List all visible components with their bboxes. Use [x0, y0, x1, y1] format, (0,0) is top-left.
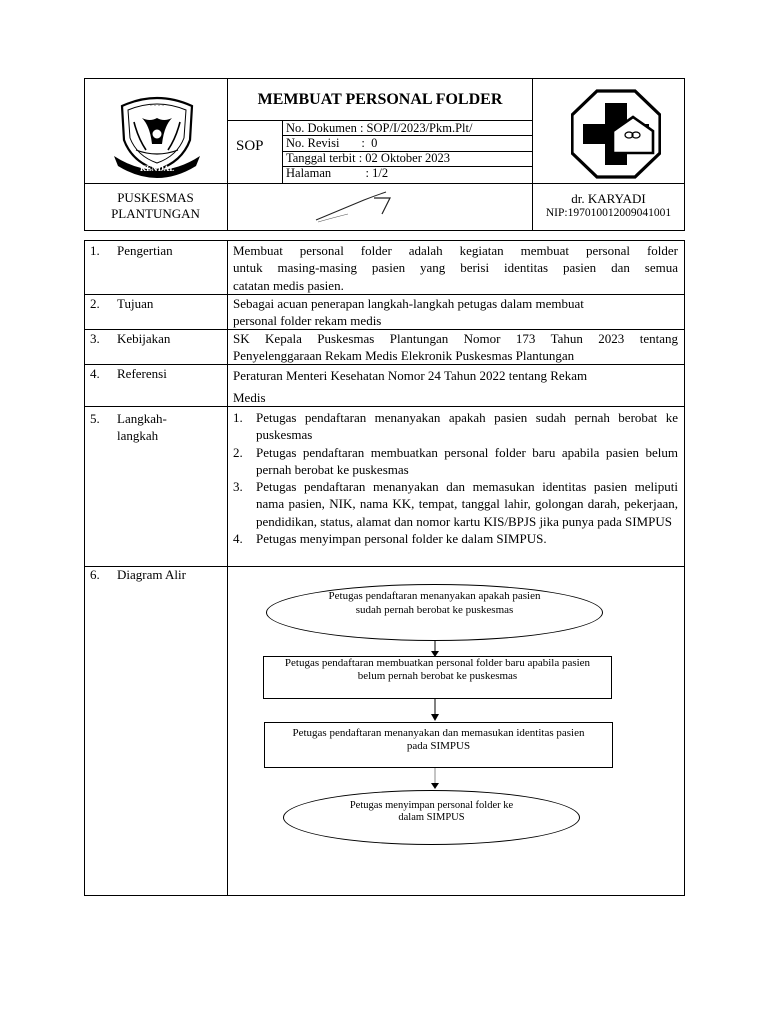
svg-text:KENDAL: KENDAL [139, 164, 175, 173]
flow-step-input-identity [264, 722, 613, 768]
step-number: 2. [233, 444, 243, 460]
text-line: Peraturan Menteri Kesehatan Nomor 24 Tahun 2022 tentang Rekam [233, 368, 588, 383]
page-title: MEMBUAT PERSONAL FOLDER [257, 91, 503, 108]
row-content-kebijakan [233, 330, 678, 365]
flow-step-ask [266, 584, 603, 641]
text-line: Penyelenggaraan Rekam Medis Elekronik Puskesmas Plantungan [233, 348, 575, 364]
org-name-line1: PUSKESMAS [117, 190, 194, 205]
page-number: Halaman : 1/2 [286, 166, 389, 180]
row-number: 6. [90, 567, 100, 582]
list-item [233, 478, 678, 530]
flow-step-text: Petugas pendaftaran menanyakan apakah pasien sudah pernah berobat ke puskesmas [328, 590, 541, 616]
steps-list [233, 409, 678, 547]
revision-number: No. Revisi : 0 [286, 136, 378, 150]
list-item [233, 444, 678, 479]
text-line: Sebagai acuan penerapan langkah-langkah petugas dalam membuat [233, 296, 584, 311]
sop-label: SOP [236, 138, 264, 154]
flow-step-text: Petugas pendaftaran menanyakan dan memasukan identitas pasien pada SIMPUS [292, 727, 585, 752]
row-number: 1. [90, 243, 100, 258]
step-text: Petugas pendaftaran menanyakan apakah pasien sudah pernah berobat ke puskesmas [256, 410, 678, 443]
step-text: Petugas pendaftaran menanyakan dan memasukan identitas pasien meliputi nama pasien, NIK, nama KK, tempat, tanggal lahir, golongan darah, pekerjaan, pendidikan, status, alamat dan nomor kartu KIS/BPJS jika punya pada SIMPUS [256, 479, 678, 529]
org-name-line2: PLANTUNGAN [111, 206, 200, 221]
row-label-langkah-2: langkah [117, 428, 159, 443]
row-content-tujuan [233, 295, 678, 330]
document-number: No. Dokumen : SOP/I/2023/Pkm.Plt/ [286, 121, 473, 135]
step-text: Petugas menyimpan personal folder ke dalam SIMPUS. [256, 531, 547, 547]
list-item [233, 530, 678, 547]
flow-step-text: Petugas menyimpan personal folder ke dalam SIMPUS [349, 800, 514, 823]
puskesmas-logo [571, 89, 661, 179]
text-line: Membuat personal folder adalah kegiatan membuat personal folder [233, 243, 678, 258]
row-number: 4. [90, 366, 100, 381]
row-label-langkah: Langkah- [117, 411, 167, 426]
issue-date: Tanggal terbit : 02 Oktober 2023 [286, 151, 451, 165]
row-label-tujuan: Tujuan [117, 296, 154, 311]
row-label-diagram: Diagram Alir [117, 567, 186, 582]
text-line: Medis [233, 390, 266, 405]
step-number: 4. [233, 531, 243, 547]
flow-step-create-folder [263, 656, 612, 699]
row-number: 5. [90, 411, 100, 426]
text-line: SK Kepala Puskesmas Plantungan Nomor 173 Tahun 2023 tentang [233, 331, 678, 346]
step-number: 3. [233, 479, 243, 495]
signer-name: dr. KARYADI [571, 191, 646, 206]
step-number: 1. [233, 410, 243, 425]
flow-step-save-folder [283, 790, 580, 845]
row-label-referensi: Referensi [117, 366, 167, 381]
text-line: catatan medis pasien. [233, 277, 344, 293]
row-content-referensi [233, 365, 678, 409]
kendal-emblem-logo [112, 92, 202, 178]
row-number: 2. [90, 296, 100, 311]
step-text: Petugas pendaftaran membuatkan personal folder baru apabila pasien belum pernah berobat ke puskesmas [256, 444, 678, 477]
list-item [233, 409, 678, 444]
text-line: untuk masing-masing pasien yang berisi identitas pasien dan semua [233, 260, 678, 276]
signature [312, 188, 402, 224]
row-content-pengertian [233, 242, 678, 294]
row-number: 3. [90, 331, 100, 346]
row-label-pengertian: Pengertian [117, 243, 173, 258]
flow-step-text: Petugas pendaftaran membuatkan personal folder baru apabila pasien belum pernah berobat ke puskesmas [284, 657, 591, 682]
row-label-kebijakan: Kebijakan [117, 331, 171, 346]
svg-text:·· ·· ·· ··: ·· ·· ·· ·· [150, 103, 164, 108]
text-line: personal folder rekam medis [233, 313, 382, 329]
signer-nip: NIP:197010012009041001 [545, 207, 672, 219]
